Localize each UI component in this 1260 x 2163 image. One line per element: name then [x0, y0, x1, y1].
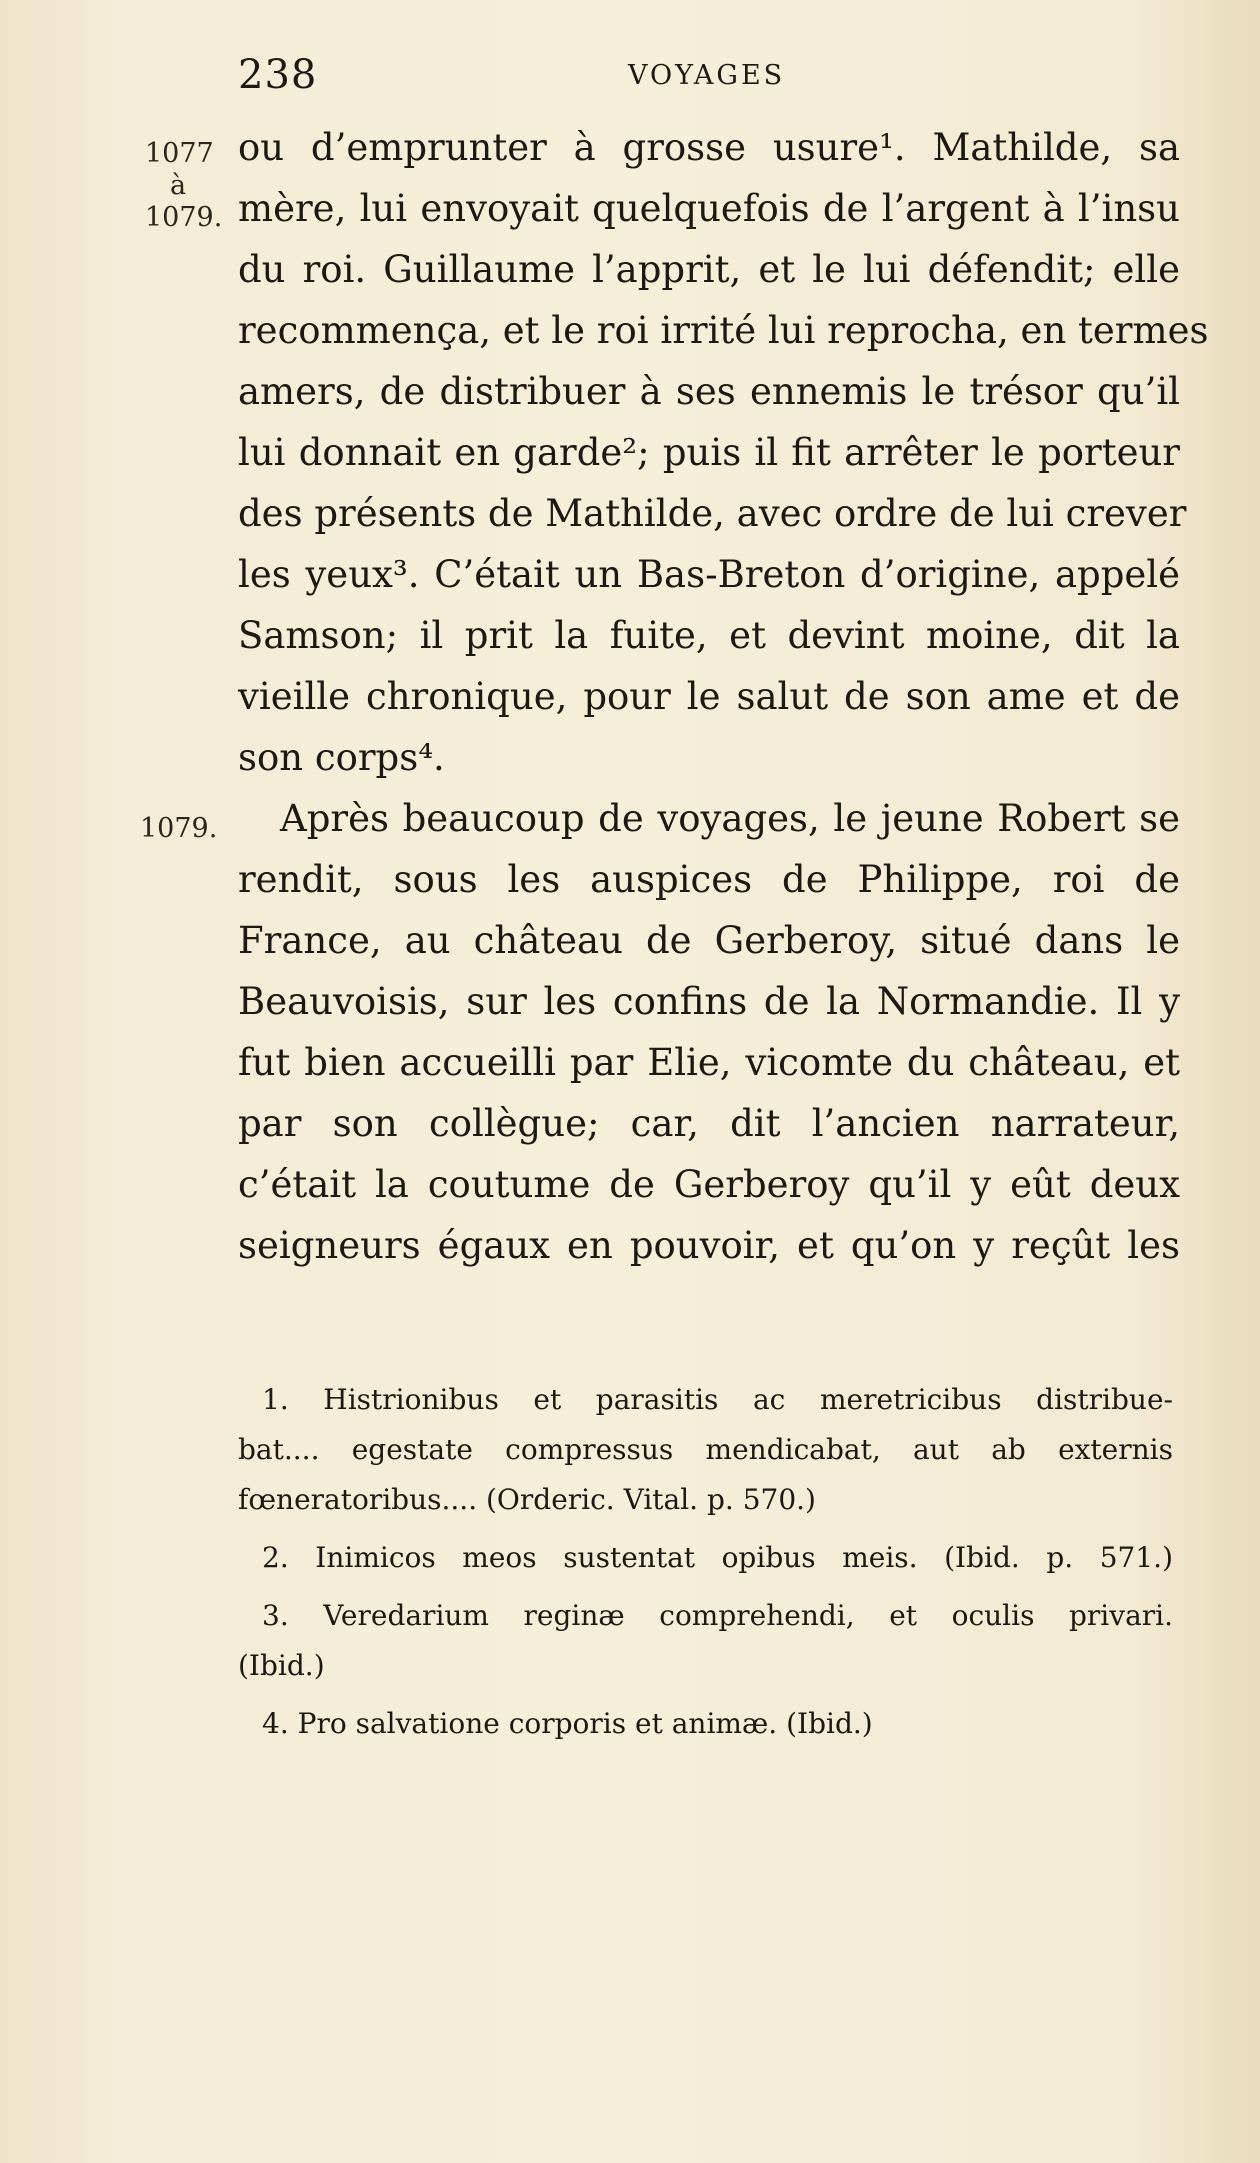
page-number: 238 — [238, 52, 318, 98]
margin-date-1079: 1079. — [145, 202, 223, 233]
footnote-line: 4. Pro salvatione corporis et animæ. (Ibid.) — [262, 1707, 873, 1740]
text-line: du roi. Guillaume l’apprit, et le lui défendit; elle — [238, 248, 1180, 291]
text-line: Samson; il prit la fuite, et devint moine, dit la — [238, 614, 1180, 657]
footnote-line: 3. Veredarium reginæ comprehendi, et oculis privari. — [262, 1599, 1173, 1632]
text-line: ou d’emprunter à grosse usure¹. Mathilde, sa — [238, 126, 1180, 169]
text-line: les yeux³. C’était un Bas-Breton d’origine, appelé — [238, 553, 1180, 596]
footnote-line: 1. Histrionibus et parasitis ac meretricibus distribue- — [262, 1383, 1173, 1416]
text-line: rendit, sous les auspices de Philippe, roi de — [238, 858, 1180, 901]
text-line: par son collègue; car, dit l’ancien narrateur, — [238, 1102, 1180, 1145]
page-header — [0, 52, 1260, 102]
margin-date-1079-second: 1079. — [140, 813, 218, 844]
margin-date-a: à — [170, 170, 187, 201]
text-line: fut bien accueilli par Elie, vicomte du château, et — [238, 1041, 1180, 1084]
running-title: VOYAGES — [628, 60, 786, 91]
text-line: amers, de distribuer à ses ennemis le trésor qu’il — [238, 370, 1180, 413]
text-line: Beauvoisis, sur les confins de la Normandie. Il y — [238, 980, 1180, 1023]
text-line: vieille chronique, pour le salut de son ame et de — [238, 675, 1180, 718]
text-line: Après beaucoup de voyages, le jeune Robert se — [280, 797, 1180, 840]
text-line: c’était la coutume de Gerberoy qu’il y eût deux — [238, 1163, 1180, 1206]
footnote-line: (Ibid.) — [238, 1649, 325, 1682]
footnote-line: fœneratoribus.... (Orderic. Vital. p. 570.) — [238, 1483, 816, 1516]
text-line: des présents de Mathilde, avec ordre de lui crever — [238, 492, 1187, 535]
text-line: mère, lui envoyait quelquefois de l’argent à l’insu — [238, 187, 1180, 230]
margin-date-1077: 1077 — [145, 138, 214, 169]
text-line: recommença, et le roi irrité lui reprocha, en termes — [238, 309, 1209, 352]
text-line: France, au château de Gerberoy, situé dans le — [238, 919, 1180, 962]
footnote-line: 2. Inimicos meos sustentat opibus meis. (Ibid. p. 571.) — [262, 1541, 1173, 1574]
text-line: lui donnait en garde²; puis il fit arrêter le porteur — [238, 431, 1180, 474]
text-line: seigneurs égaux en pouvoir, et qu’on y reçût les — [238, 1224, 1180, 1267]
footnote-line: bat.... egestate compressus mendicabat, aut ab externis — [238, 1433, 1173, 1466]
text-line: son corps⁴. — [238, 736, 445, 779]
